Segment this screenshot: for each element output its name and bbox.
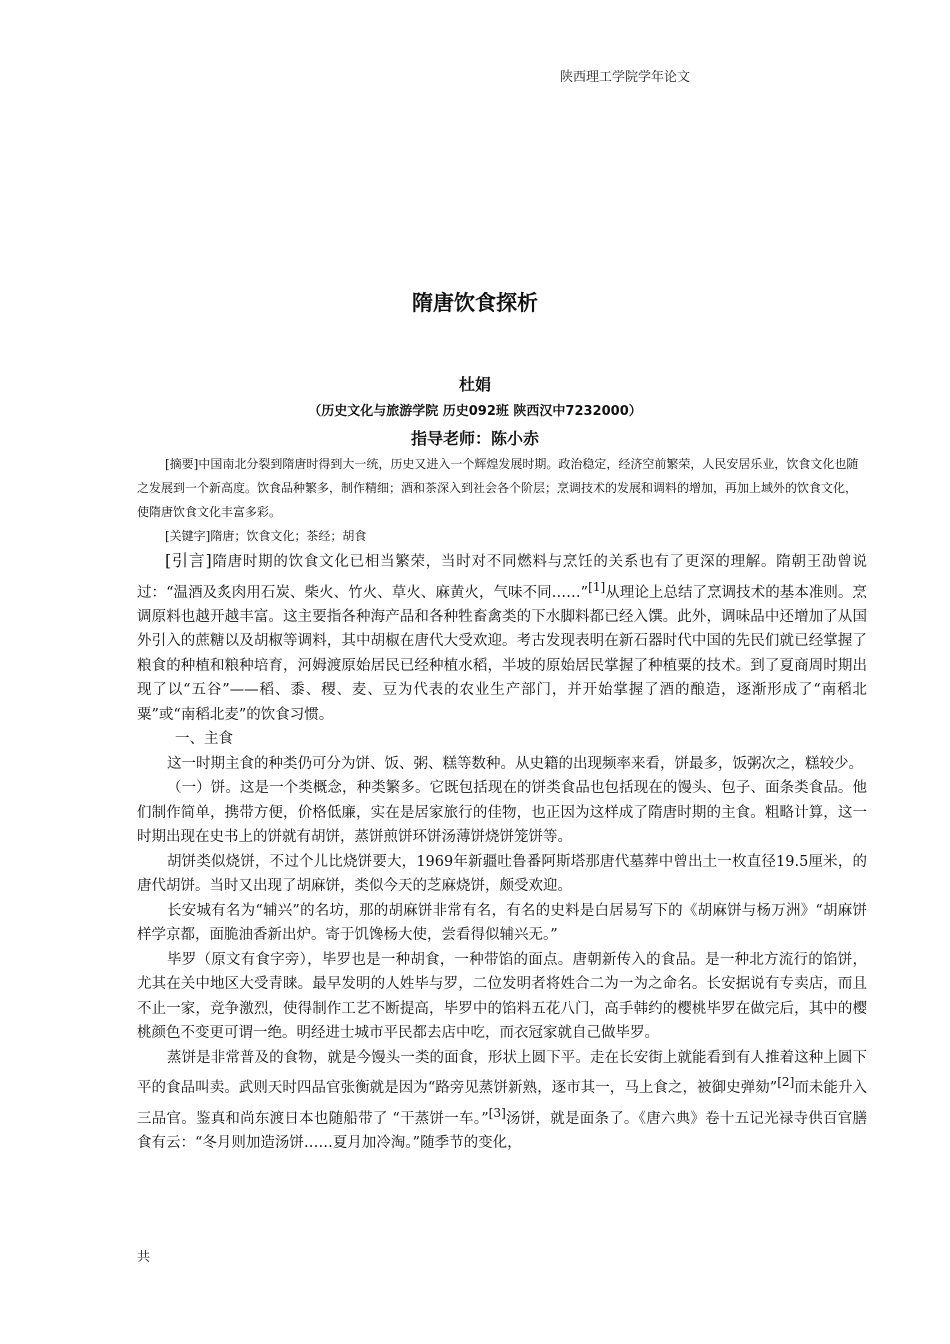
author-affiliation: （历史文化与旅游学院 历史092班 陕西汉中7232000） [308,404,642,419]
keywords-label: [关键字] [165,529,211,543]
advisor-line: 指导老师：陈小赤 [410,429,539,448]
citation-ref: [2] [777,1075,795,1090]
keywords-paragraph [137,524,867,548]
body-paragraph: （一）饼。这是一个类概念，种类繁多。它既包括现在的饼类食品也包括现在的馒头、包子、面条类食品。他们制作简单，携带方便，价格低廉，实在是居家旅行的佳物，也正因为这样成了隋唐时期的主食。粗略计算，这一时期出现在史书上的饼就有胡饼，蒸饼煎饼环饼汤薄饼烧饼笼饼等。 [137,780,867,846]
intro-label: [引言] [165,551,212,570]
body-text [137,549,867,1155]
author-name: 杜娟 [458,375,491,394]
p6-text-3: 汤饼，就是面条了。《唐六典》卷十五记光禄寺供百官膳食有云：“冬月则加造汤饼……夏月加冷淘。”随季节的变化， [137,1110,868,1151]
body-paragraph [137,1046,867,1156]
intro-paragraph [137,549,867,727]
keywords-text: 隋唐；饮食文化；茶经；胡食 [210,529,367,543]
page-footer: 共 [137,1250,151,1265]
intro-text-2: 从理论上总结了烹调技术的基本准则。烹调原料也越开越丰富。这主要指各种海产品和各种牲畜禽类的下水脚料都已经入馔。此外，调味品中还增加了从国外引入的蔗糖以及胡椒等调料，其中胡椒在唐代大受欢迎。考古发现表明在新石器时代中国的先民们就已经掌握了粮食的种植和粮种培育，河姆渡原始居民已经种植水稻，半坡的原始居民掌握了种植粟的技术。到了夏商周时期出现了以“五谷”——稻、黍、稷、麦、豆为代表的农业生产部门，并开始掌握了酒的酿造，逐渐形成了“南稻北粟”或“南稻北麦”的饮食习惯。 [137,584,868,723]
p6-text-1: 蒸饼是非常普及的食物，就是今馒头一类的面食，形状上圆下平。走在长安街上就能看到有人推着这种上圆下平的食品叫卖。武则天时四品官张衡就是因为“路旁见蒸饼新熟，逐市其一，马上食之，被御史弹劾” [137,1049,867,1097]
abstract-section [137,452,867,548]
body-paragraph: 毕罗（原文有食字旁），毕罗也是一种胡食，一种带馅的面点。唐朝新传入的食品。是一种北方流行的馅饼，尤其在关中地区大受青睐。最早发明的人姓毕与罗，二位发明者将姓合二为一为之命名。长安据说有专卖店，而且不止一家，竞争激烈，使得制作工艺不断提高，毕罗中的馅料五花八门，高手韩约的樱桃毕罗在做完后，其中的樱桃颜色不变更可谓一绝。明经进士城市平民都去店中吃，而衣冠家就自己做毕罗。 [137,951,867,1042]
body-paragraph: 胡饼类似烧饼，不过个儿比烧饼要大，1969年新疆吐鲁番阿斯塔那唐代墓葬中曾出土一枚直径19.5厘米，的唐代胡饼。当时又出现了胡麻饼，类似今天的芝麻烧饼，颇受欢迎。 [137,853,867,895]
paper-title: 隋唐饮食探析 [412,291,538,315]
abstract-label: [摘要] [165,457,199,471]
body-paragraph: 长安城有名为“辅兴”的名坊，那的胡麻饼非常有名，有名的史料是白居易写下的《胡麻饼与杨万洲》“胡麻饼样学京都，面脆油香新出炉。寄于饥馋杨大使，尝看得似辅兴无。” [137,902,867,944]
p6-text-2: 而未能升入三品官。鉴真和尚东渡日本也随船带了 “干蒸饼一车。” [137,1080,868,1127]
abstract-paragraph [137,452,867,524]
citation-ref: [1] [588,579,606,594]
citation-ref: [3] [488,1105,506,1120]
body-paragraph: 这一时期主食的种类仍可分为饼、饭、粥、糕等数种。从史籍的出现频率来看，饼最多，饭粥次之，糕较少。 [167,755,863,772]
page-header-institution: 陕西理工学院学年论文 [560,70,691,85]
abstract-text: 中国南北分裂到隋唐时得到大一统，历史又进入一个辉煌发展时期。政治稳定，经济空前繁荣，人民安居乐业，饮食文化也随之发展到一个新高度。饮食品种繁多，制作精细；酒和茶深入到社会各个阶层；烹调技术的发展和调料的增加，再加上域外的饮食文化，使隋唐饮食文化丰富多彩。 [137,457,859,519]
intro-text-1: 隋唐时期的饮食文化已相当繁荣，当时对不同燃料与烹饪的关系也有了更深的理解。隋朝王劭曾说过：“温酒及炙肉用石炭、柴火、竹火、草火、麻黄火，气味不同……” [137,554,867,601]
section-heading: 一、主食 [175,731,233,748]
